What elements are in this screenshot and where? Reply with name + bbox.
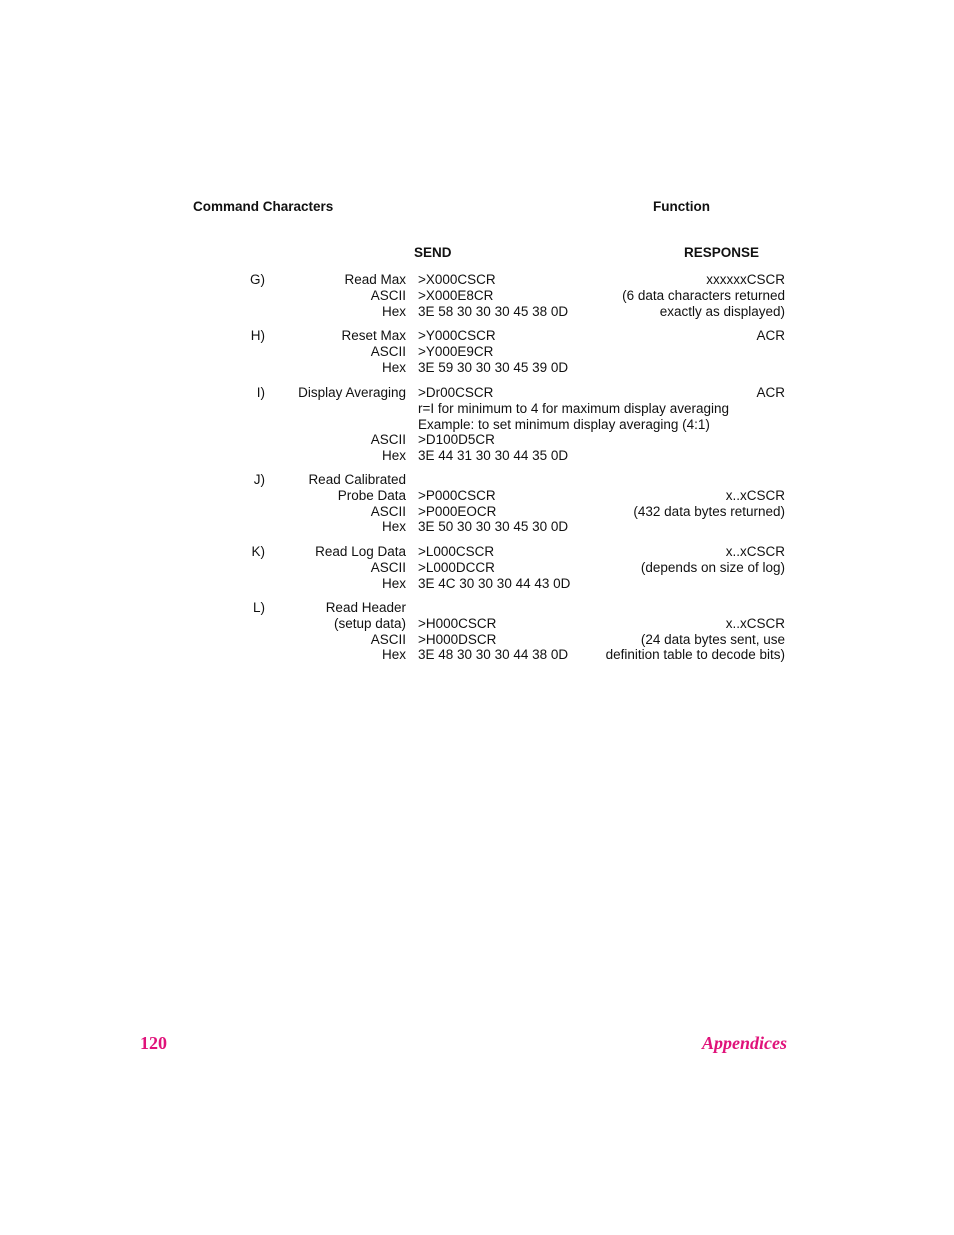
- response-value: (432 data bytes returned): [633, 503, 785, 519]
- send-value: >Dr00CSCR: [418, 385, 494, 400]
- command-letter: K): [251, 544, 265, 559]
- send-value: 3E 44 31 30 30 44 35 0D: [418, 448, 569, 464]
- command-label: Reset Max: [341, 328, 406, 343]
- command-label: Hex: [381, 647, 406, 663]
- command-label: ASCII: [370, 432, 406, 448]
- send-value: r=I for minimum to 4 for maximum display averaging: [418, 400, 729, 416]
- response-value: definition table to decode bits): [605, 647, 785, 663]
- command-letter: J): [253, 472, 265, 487]
- send-value: >Y000E9CR: [418, 343, 494, 359]
- send-value: >D100D5CR: [418, 432, 495, 448]
- send-value: >X000E8CR: [418, 287, 494, 303]
- send-value: 3E 4C 30 30 30 44 43 0D: [418, 575, 571, 591]
- send-value: >H000CSCR: [418, 615, 497, 631]
- send-value: >L000DCCR: [418, 559, 495, 575]
- response-value: x..xCSCR: [725, 615, 785, 631]
- command-label: Read Header: [325, 600, 406, 615]
- response-value: (24 data bytes sent, use: [640, 631, 785, 647]
- command-label: Read Log Data: [315, 544, 406, 559]
- command-label: ASCII: [370, 503, 406, 519]
- command-label: Hex: [381, 359, 406, 375]
- send-value: 3E 50 30 30 30 45 30 0D: [418, 519, 569, 535]
- response-value: (depends on size of log): [640, 559, 785, 575]
- section-title: Appendices: [702, 1033, 787, 1053]
- send-value: Example: to set minimum display averaging (4:1): [418, 416, 710, 432]
- send-value: >P000CSCR: [418, 487, 496, 503]
- send-value: 3E 48 30 30 30 44 38 0D: [418, 647, 569, 663]
- command-letter: L): [252, 600, 265, 615]
- command-label: Hex: [381, 519, 406, 535]
- header-function: Function: [653, 199, 710, 214]
- send-value: >H000DSCR: [418, 631, 497, 647]
- response-value: x..xCSCR: [725, 487, 785, 503]
- command-label: Read Calibrated: [308, 472, 406, 487]
- command-letter: G): [250, 272, 265, 287]
- header-send: SEND: [414, 245, 452, 260]
- response-value: x..xCSCR: [725, 544, 785, 559]
- command-label: Hex: [381, 575, 406, 591]
- command-label: Display Averaging: [298, 385, 406, 400]
- response-value: (6 data characters returned: [622, 287, 785, 303]
- command-letter: H): [250, 328, 265, 343]
- header-command-characters: Command Characters: [193, 199, 334, 214]
- send-value: >L000CSCR: [418, 544, 495, 559]
- send-value: 3E 59 30 30 30 45 39 0D: [418, 359, 569, 375]
- command-label: ASCII: [370, 631, 406, 647]
- response-value: xxxxxxCSCR: [706, 272, 785, 287]
- page-number: 120: [140, 1033, 167, 1053]
- send-value: 3E 58 30 30 30 45 38 0D: [418, 303, 569, 319]
- command-label: ASCII: [370, 343, 406, 359]
- command-label: ASCII: [370, 559, 406, 575]
- send-value: >P000EOCR: [418, 503, 497, 519]
- send-value: >X000CSCR: [418, 272, 496, 287]
- send-value: >Y000CSCR: [418, 328, 496, 343]
- command-label: ASCII: [370, 287, 406, 303]
- command-label: Read Max: [344, 272, 406, 287]
- command-letter: I): [256, 385, 265, 400]
- command-label: (setup data): [333, 615, 406, 631]
- command-label: Hex: [381, 303, 406, 319]
- header-response: RESPONSE: [684, 245, 760, 260]
- response-value: exactly as displayed): [659, 303, 785, 319]
- response-value: ACR: [756, 328, 785, 343]
- command-label: Hex: [381, 448, 406, 464]
- command-label: Probe Data: [337, 487, 406, 503]
- response-value: ACR: [756, 385, 785, 400]
